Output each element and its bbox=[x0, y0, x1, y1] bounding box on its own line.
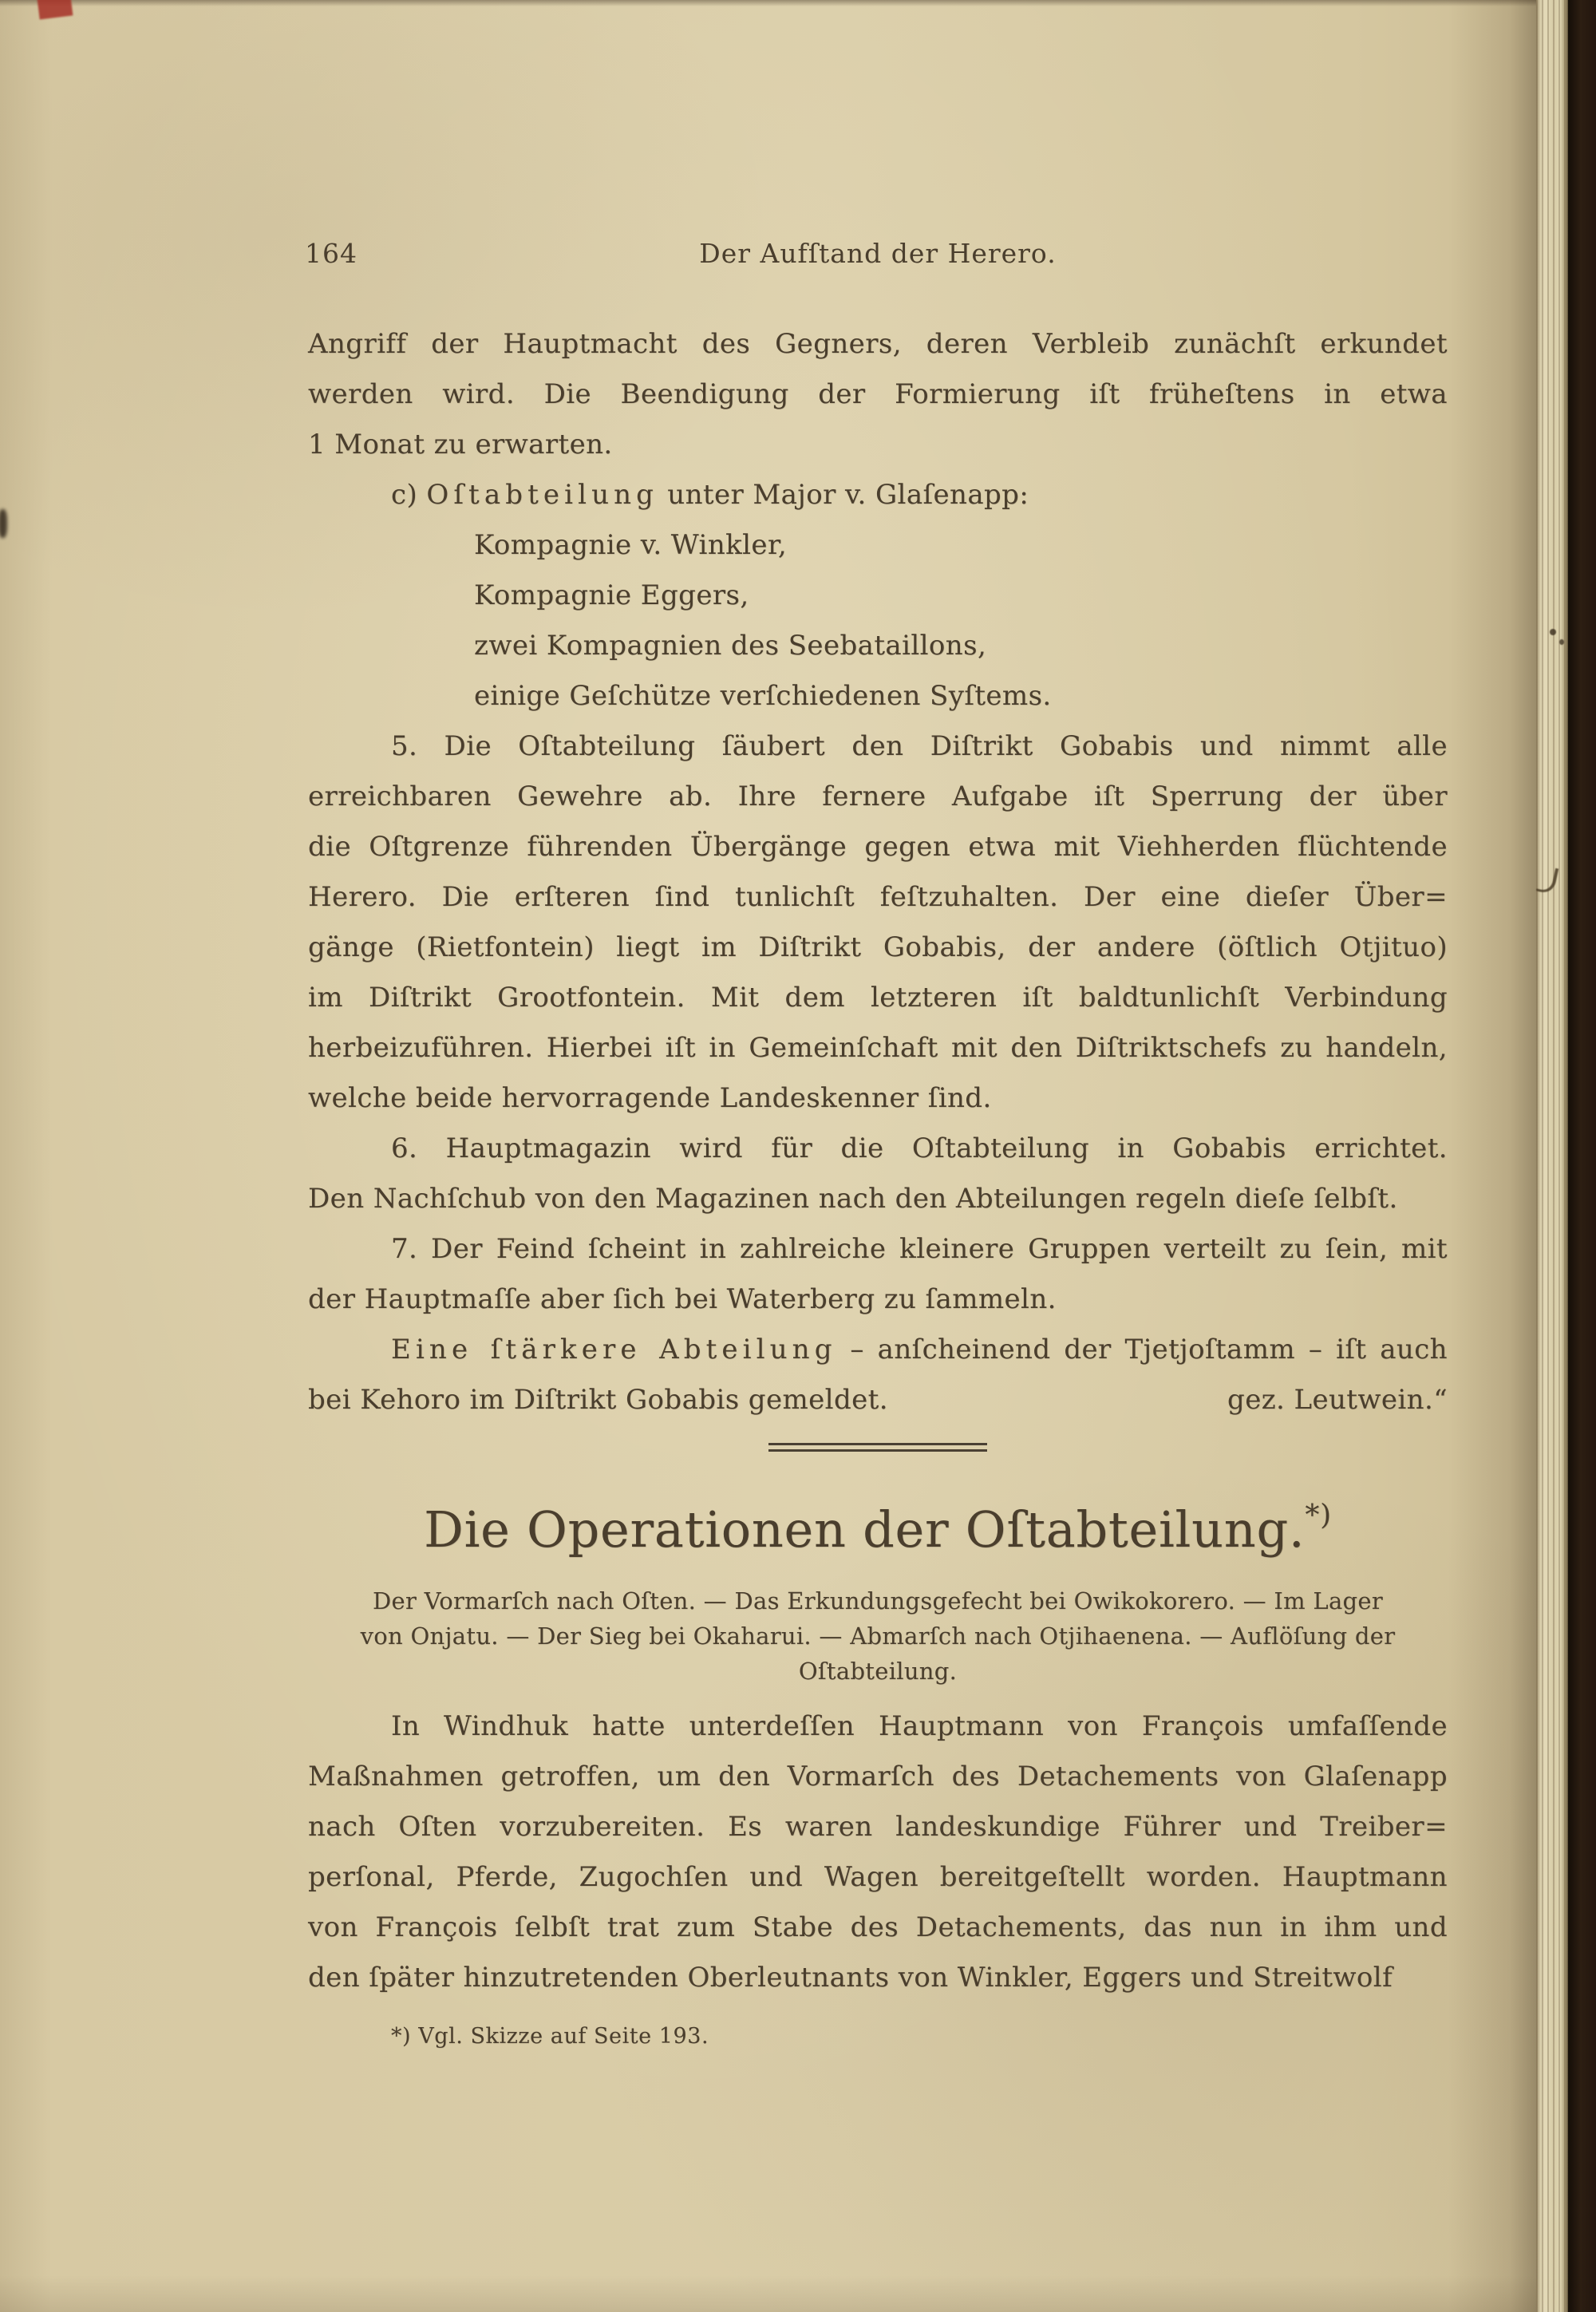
book-cover-edge bbox=[1568, 0, 1596, 2312]
section-divider-rule bbox=[768, 1443, 987, 1452]
text-line: 7. Der Feind ſcheint in zahlreiche kleinere Gruppen verteilt zu ſein, mit bbox=[391, 1233, 1448, 1265]
text-line: 6. Hauptmagazin wird für die Oſtabteilung in Gobabis errichtet. bbox=[391, 1132, 1448, 1164]
text-line: Herero. Die erſteren ſind tunlichſt feſtzuhalten. Der eine dieſer Über= bbox=[308, 881, 1448, 913]
quote-emphasis-line bbox=[308, 1325, 1448, 1375]
page-number: 164 bbox=[305, 238, 358, 269]
running-header: Der Aufſtand der Herero. bbox=[699, 238, 1057, 269]
text-line: Kompagnie v. Winkler, bbox=[474, 529, 788, 561]
text-line: 1 Monat zu erwarten. bbox=[308, 429, 613, 460]
list-item-c bbox=[308, 470, 1448, 520]
text-line: perſonal, Pferde, Zugochſen und Wagen bereitgeſtellt worden. Hauptmann bbox=[308, 1861, 1448, 1893]
list-item-c-prefix: c) bbox=[391, 479, 427, 511]
ink-dot-mark bbox=[1559, 639, 1564, 645]
text-line: Der Vormarſch nach Oſten. — Das Erkundungsgefecht bei Owikokorero. — Im Lager bbox=[372, 1587, 1384, 1614]
paragraph-7 bbox=[308, 1224, 1448, 1325]
quote-closing-line bbox=[308, 1375, 1448, 1425]
signature: gez. Leutwein.“ bbox=[1227, 1384, 1448, 1416]
section-subtitle bbox=[295, 1583, 1460, 1689]
text-line: einige Geſchütze verſchiedenen Syſtems. bbox=[474, 680, 1052, 712]
footnote-marker: *) bbox=[1305, 1499, 1332, 1531]
list-item-c-rest: unter Major v. Glaſenapp: bbox=[658, 479, 1029, 511]
text-line: zwei Kompagnien des Seebataillons, bbox=[474, 630, 987, 662]
text-line: im Diſtrikt Grootfontein. Mit dem letzteren iſt baldtunlichſt Verbindung bbox=[308, 982, 1448, 1014]
text-line: Kompagnie Eggers, bbox=[474, 579, 749, 611]
closing-text: bei Kehoro im Diſtrikt Gobabis gemeldet. bbox=[308, 1384, 888, 1416]
paragraph-6 bbox=[308, 1124, 1448, 1224]
text-line: werden wird. Die Beendigung der Formierung iſt früheſtens in etwa bbox=[308, 378, 1448, 410]
red-edge-mark bbox=[38, 0, 73, 19]
book-page-edges bbox=[1536, 0, 1568, 2312]
footnote: *) Vgl. Skizze auf Seite 193. bbox=[391, 2024, 709, 2049]
text-line: den ſpäter hinzutretenden Oberleutnants von Winkler, Eggers und Streitwolf bbox=[308, 1962, 1393, 1994]
text-line: Angriff der Hauptmacht des Gegners, deren Verbleib zunächſt erkundet bbox=[308, 328, 1448, 360]
text-line: gänge (Rietfontein) liegt im Diſtrikt Gobabis, der andere (öſtlich Otjituo) bbox=[308, 931, 1448, 963]
section-title bbox=[308, 1499, 1448, 1559]
text-line: Maßnahmen getroffen, um den Vormarſch des Detachements von Glaſenapp bbox=[308, 1761, 1448, 1792]
body-text-block bbox=[308, 319, 1448, 1425]
text-line: von Onjatu. — Der Sieg bei Okaharui. — Abmarſch nach Otjihaenena. — Auflöſung der bbox=[360, 1622, 1396, 1650]
text-line: Den Nachſchub von den Magazinen nach den Abteilungen regeln dieſe ſelbſt. bbox=[308, 1183, 1398, 1215]
company-sublist bbox=[308, 520, 1448, 721]
ink-dot-mark bbox=[1550, 629, 1556, 635]
text-line: In Windhuk hatte unterdeſſen Hauptmann von François umfaſſende bbox=[391, 1710, 1448, 1742]
text-line: erreichbaren Gewehre ab. Ihre fernere Aufgabe iſt Sperrung der über bbox=[308, 781, 1448, 812]
text-line: Oſtabteilung. bbox=[798, 1658, 958, 1685]
text-line: 5. Die Oſtabteilung ſäubert den Diſtrikt Gobabis und nimmt alle bbox=[391, 730, 1448, 762]
section-title-text: Die Operationen der Oſtabteilung. bbox=[424, 1500, 1306, 1559]
left-edge-smudge bbox=[0, 509, 7, 538]
text-line: von François ſelbſt trat zum Stabe des Detachements, das nun in ihm und bbox=[308, 1911, 1448, 1943]
paragraph-5 bbox=[308, 721, 1448, 1124]
text-line: der Hauptmaſſe aber ſich bei Waterberg zu ſammeln. bbox=[308, 1283, 1057, 1315]
emphasis-spaced-text: Eine ſtärkere Abteilung bbox=[391, 1334, 837, 1365]
text-line: herbeizuführen. Hierbei iſt in Gemeinſchaft mit den Diſtriktschefs zu handeln, bbox=[308, 1032, 1448, 1064]
gutter-shadow bbox=[1448, 0, 1536, 2312]
bottom-edge-shadow bbox=[0, 2275, 1536, 2312]
emphasis-rest-text: – anſcheinend der Tjetjoſtamm – iſt auch bbox=[836, 1334, 1448, 1365]
section-paragraph bbox=[308, 1701, 1448, 2003]
page-header bbox=[305, 238, 1448, 269]
top-edge-shadow bbox=[0, 0, 1536, 6]
list-item-c-spaced: Oſtabteilung bbox=[426, 479, 659, 511]
text-line: welche beide hervorragende Landeskenner ſind. bbox=[308, 1082, 992, 1114]
text-line: die Oſtgrenze führenden Übergänge gegen etwa mit Viehherden flüchtende bbox=[308, 831, 1448, 863]
paragraph-intro bbox=[308, 319, 1448, 470]
text-line: nach Oſten vorzubereiten. Es waren landeskundige Führer und Treiber= bbox=[308, 1811, 1448, 1843]
